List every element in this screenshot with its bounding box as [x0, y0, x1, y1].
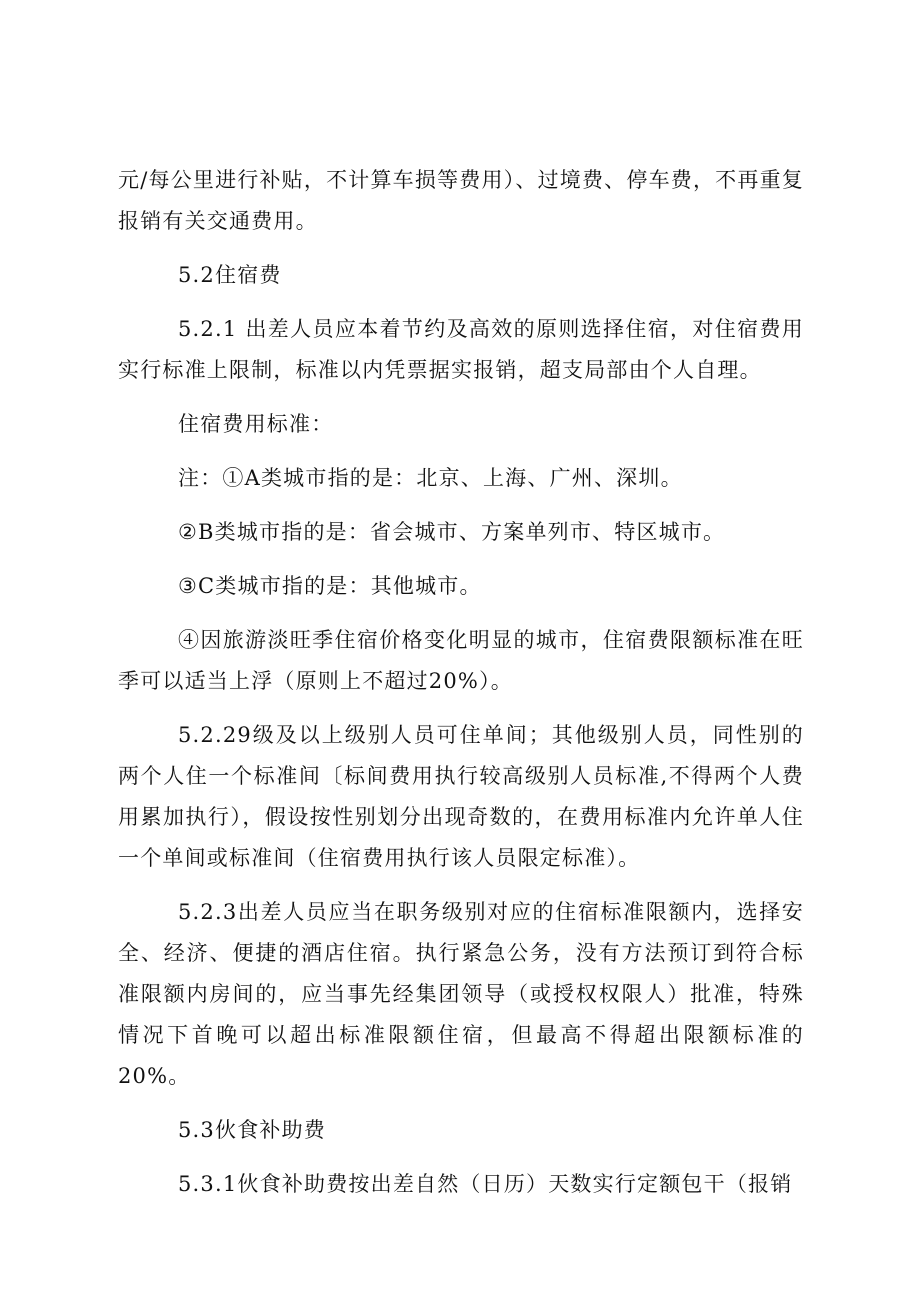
- document-body: [118, 160, 804, 1218]
- note-seasonal-adjustment: ④因旅游淡旺季住宿价格变化明显的城市，住宿费限额标准在旺季可以适当上浮（原则上不超过20%）。: [118, 628, 804, 693]
- paragraph-5-2-1: 5.2.1 出差人员应本着节约及高效的原则选择住宿，对住宿费用实行标准上限制，标准以内凭票据实报销，超支局部由个人自理。: [118, 317, 804, 382]
- paragraph-transport-continuation: 元/每公里进行补贴，不计算车损等费用）、过境费、停车费，不再重复报销有关交通费用。: [118, 168, 804, 233]
- section-heading-accommodation: 5.2住宿费: [178, 263, 282, 287]
- paragraph-5-3-1: 5.3.1伙食补助费按出差自然（日历）天数实行定额包干（报销: [178, 1172, 793, 1196]
- note-city-class-c: ③C类城市指的是：其他城市。: [178, 574, 482, 598]
- paragraph-5-2-3: 5.2.3出差人员应当在职务级别对应的住宿标准限额内，选择安全、经济、便捷的酒店住宿。执行紧急公务，没有方法预订到符合标准限额内房间的，应当事先经集团领导（或授权权限人）批准，特殊情况下首晚可以超出标准限额住宿，但最高不得超出限额标准的20%。: [118, 900, 804, 1088]
- section-heading-meal-allowance: 5.3伙食补助费: [178, 1118, 326, 1142]
- note-city-class-a: 注：①A类城市指的是：北京、上海、广州、深圳。: [178, 466, 683, 490]
- note-city-class-b: ②B类城市指的是：省会城市、方案单列市、特区城市。: [178, 520, 726, 544]
- paragraph-accommodation-standard-label: 住宿费用标准：: [178, 412, 334, 436]
- paragraph-5-2-2: 5.2.29级及以上级别人员可住单间；其他级别人员，同性别的两个人住一个标准间〔标间费用执行较高级别人员标准,不得两个人费用累加执行），假设按性别划分出现奇数的，在费用标准内允许单人住一个单间或标准间（住宿费用执行该人员限定标准）。: [118, 723, 804, 870]
